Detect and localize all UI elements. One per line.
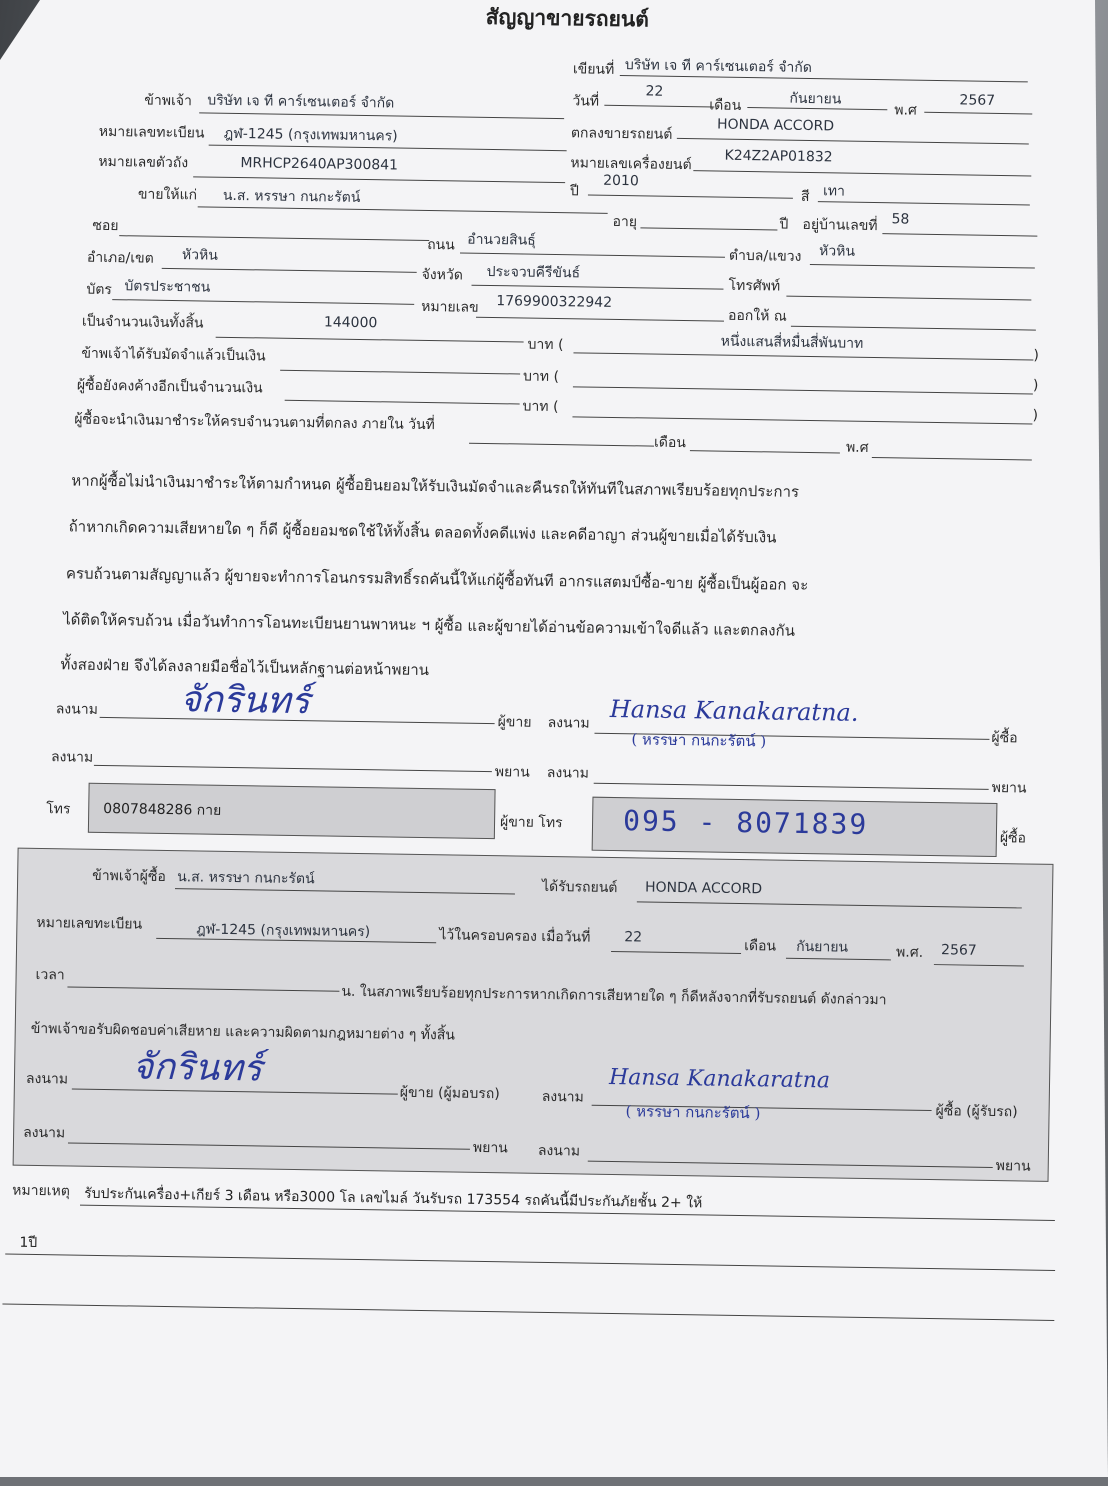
terms-line-4: ได้ติดให้ครบถ้วน เมื่อวันทำการโอนทะเบียนยานพาหนะ ฯ ผู้ซื้อ และผู้ขายได้อ่านข้อความเข้าใจดีแล้ว และตกลงกัน bbox=[63, 610, 796, 640]
note-line-3 bbox=[2, 1303, 1054, 1321]
receipt-received-label: ได้รับรถยนต์ bbox=[541, 878, 618, 897]
buyer-name-line bbox=[198, 206, 608, 213]
buyer-phone-role: ผู้ซื้อ bbox=[999, 830, 1027, 847]
terms-line-5: ทั้งสองฝ่าย จึงได้ลงลายมือชื่อไว้เป็นหลักฐานต่อหน้าพยาน bbox=[60, 655, 430, 680]
years-label: ปี bbox=[779, 216, 789, 233]
age-line bbox=[640, 227, 777, 230]
buyer-signature: Hansa Kanakaratna. bbox=[609, 694, 859, 727]
receipt-year-label: พ.ศ. bbox=[895, 944, 924, 961]
soi-label: ซอย bbox=[92, 217, 119, 235]
deposit-close-paren: ) bbox=[1032, 377, 1039, 394]
terms-line-1: หากผู้ซื้อไม่นำเงินมาชำระให้ตามกำหนด ผู้ซื้อยินยอมให้รับเงินมัดจำและคืนรถให้ทันทีในสภาพเรียบร้อยทุกประการ bbox=[71, 471, 800, 501]
total-close-paren: ) bbox=[1033, 347, 1040, 364]
document-title: สัญญาขายรถยนต์ bbox=[485, 4, 650, 32]
due-day-line bbox=[469, 443, 654, 447]
remaining-close-paren: ) bbox=[1032, 407, 1039, 424]
province-line bbox=[471, 285, 723, 290]
seller-label: ข้าพเจ้า bbox=[144, 92, 193, 110]
card-no-line bbox=[476, 317, 724, 322]
card-no-value: 1769900322942 bbox=[496, 293, 613, 311]
district-label: อำเภอ/เขต bbox=[86, 249, 154, 267]
road-line bbox=[460, 253, 725, 258]
receipt-buyer-role: ผู้ซื้อ (ผู้รับรถ) bbox=[935, 1103, 1018, 1121]
total-value: 144000 bbox=[323, 314, 378, 332]
receipt-month-label: เดือน bbox=[744, 938, 777, 955]
note-label: หมายเหตุ bbox=[12, 1182, 70, 1200]
remaining-baht-label: บาท ( bbox=[522, 398, 559, 416]
month-label: เดือน bbox=[709, 97, 742, 114]
receipt-buyer-signature: Hansa Kanakaratna bbox=[608, 1064, 831, 1094]
receipt-plate-label: หมายเลขทะเบียน bbox=[36, 914, 143, 933]
total-baht-label: บาท ( bbox=[527, 336, 564, 354]
road-value: อำนวยสินธุ์ bbox=[467, 231, 536, 249]
written-at-label: เขียนที่ bbox=[572, 61, 615, 78]
receipt-buyer-signature-thai: ( หรรษา กนกะรัตน์ ) bbox=[625, 1102, 761, 1123]
color-label: สี bbox=[800, 188, 810, 206]
receipt-seller-signature: จักรินทร์ bbox=[131, 1046, 263, 1090]
buyer-sign-label: ลงนาม bbox=[547, 714, 590, 732]
house-no: 58 bbox=[891, 211, 910, 228]
chassis-label: หมายเลขตัวถัง bbox=[98, 153, 189, 172]
house-label: อยู่บ้านเลขที่ bbox=[802, 216, 878, 235]
receipt-day: 22 bbox=[624, 929, 643, 946]
car-model: HONDA ACCORD bbox=[716, 116, 835, 135]
phone-line bbox=[786, 296, 1031, 301]
car-year-line bbox=[588, 195, 793, 199]
receipt-buyer-name: น.ส. หรรษา กนกะรัตน์ bbox=[177, 869, 315, 888]
phone-sign-label: โทร bbox=[46, 801, 71, 818]
deposit-line bbox=[280, 370, 520, 375]
car-year-label: ปี bbox=[569, 183, 580, 200]
subdistrict-line bbox=[810, 264, 1035, 269]
buyer-phone: 095 - 8071839 bbox=[622, 804, 869, 842]
buyer-role-label: ผู้ซื้อ bbox=[991, 729, 1018, 747]
receipt-plate: ฎฬ-1245 (กรุงเทพมหานคร) bbox=[196, 921, 371, 941]
province-value: ประจวบคีรีขันธ์ bbox=[486, 263, 581, 282]
due-year-label: พ.ศ bbox=[845, 439, 869, 456]
note-text: รับประกันเครื่อง+เกียร์ 3 เดือน หรือ3000 โล เลขไมล์ วันรับรถ 173554 รถคันนี้มีประกันภัยชั้น 2+ ให้ bbox=[84, 1185, 703, 1212]
due-month-label: เดือน bbox=[653, 434, 687, 452]
car-model-line bbox=[677, 138, 1029, 145]
engine-line bbox=[693, 170, 1031, 176]
deposit-label: ข้าพเจ้าได้รับมัดจำแล้วเป็นเงิน bbox=[81, 345, 266, 365]
receipt-seller-sign-label: ลงนาม bbox=[25, 1070, 69, 1088]
terms-line-3: ครบถ้วนตามสัญญาแล้ว ผู้ขายจะทำการโอนกรรมสิทธิ์รถคันนี้ให้แก่ผู้ซื้อทันที อากรแสตมป์ซื้อ-ขาย ผู้ซื้อเป็นผู้ออก จะ bbox=[65, 564, 809, 595]
due-label: ผู้ซื้อจะนำเงินมาชำระให้ครบจำนวนตามที่ตกลง ภายใน วันที่ bbox=[74, 411, 435, 434]
agree-label: ตกลงขายรถยนต์ bbox=[570, 125, 673, 143]
due-year-line bbox=[872, 457, 1032, 461]
written-at-line bbox=[620, 75, 1028, 82]
engine-label: หมายเลขเครื่องยนต์ bbox=[570, 155, 692, 174]
date-day: 22 bbox=[645, 83, 664, 100]
remaining-words-line bbox=[572, 416, 1032, 424]
receipt-seller-role: ผู้ขาย (ผู้มอบรถ) bbox=[399, 1084, 500, 1103]
buyer-name: น.ส. หรรษา กนกะรัตน์ bbox=[222, 187, 361, 206]
note-text-2: 1ปี bbox=[19, 1234, 38, 1252]
road-label: ถนน bbox=[427, 237, 455, 254]
receipt-buyer-label: ข้าพเจ้าผู้ซื้อ bbox=[92, 867, 166, 885]
deposit-baht-label: บาท ( bbox=[522, 368, 560, 386]
receipt-line-2: น. ในสภาพเรียบร้อยทุกประการหากเกิดการเสียหายใด ๆ ก็ดีหลังจากที่รับรถยนต์ ดังกล่าวมา bbox=[341, 983, 887, 1009]
deposit-words-line bbox=[573, 386, 1033, 394]
card-line bbox=[112, 299, 414, 305]
age-label: อายุ bbox=[612, 213, 638, 231]
due-month-line bbox=[690, 450, 840, 453]
engine-value: K24Z2AP01832 bbox=[724, 147, 833, 166]
receipt-panel bbox=[13, 848, 1054, 1182]
buyer-signature-thai: ( หรรษา กนกะรัตน์ ) bbox=[631, 730, 767, 751]
note-line-2 bbox=[5, 1254, 1055, 1271]
remaining-line bbox=[285, 400, 520, 405]
chassis-line bbox=[193, 176, 565, 183]
witness2-sign-label: ลงนาม bbox=[546, 764, 590, 782]
province-label: จังหวัด bbox=[421, 266, 464, 284]
house-line bbox=[882, 233, 1037, 236]
seller-signature: จักรินทร์ bbox=[179, 679, 311, 723]
sell-to-label: ขายให้แก่ bbox=[137, 186, 198, 204]
chassis-value: MRHCP2640AP300841 bbox=[240, 155, 399, 174]
receipt-witness1-role: พยาน bbox=[472, 1139, 508, 1157]
issued-label: ออกให้ ณ bbox=[727, 307, 787, 325]
witness1-role-label: พยาน bbox=[494, 764, 530, 781]
receipt-month: กันยายน bbox=[796, 938, 849, 956]
witness1-sign-label: ลงนาม bbox=[50, 749, 94, 766]
seller-name: บริษัท เจ ที คาร์เซนเตอร์ จำกัด bbox=[207, 92, 395, 112]
written-at-value: บริษัท เจ ที คาร์เซนเตอร์ จำกัด bbox=[624, 57, 813, 77]
plate-value: ฎฬ-1245 (กรุงเทพมหานคร) bbox=[223, 125, 398, 145]
card-no-label: หมายเลข bbox=[421, 298, 479, 316]
date-year-line bbox=[924, 112, 1032, 115]
issued-line bbox=[791, 326, 1036, 331]
receipt-witness2-role: พยาน bbox=[995, 1158, 1031, 1175]
district-value: หัวหิน bbox=[181, 247, 218, 264]
subdistrict-label: ตำบล/แขวง bbox=[728, 247, 802, 265]
seller-phone: 0807848286 กาย bbox=[103, 800, 222, 819]
card-label: บัตร bbox=[86, 281, 113, 299]
receipt-car: HONDA ACCORD bbox=[644, 879, 763, 898]
total-label: เป็นจำนวนเงินทั้งสิ้น bbox=[81, 313, 204, 332]
card-value: บัตรประชาชน bbox=[124, 278, 211, 296]
date-day-line bbox=[604, 105, 714, 108]
soi-line bbox=[119, 235, 429, 241]
receipt-witness2-label: ลงนาม bbox=[537, 1142, 581, 1160]
year-label: พ.ศ bbox=[894, 102, 918, 119]
phone-label: โทรศัพท์ bbox=[728, 277, 781, 295]
car-color: เทา bbox=[822, 183, 846, 200]
date-month: กันยายน bbox=[789, 90, 842, 108]
receipt-witness1-label: ลงนาม bbox=[23, 1124, 66, 1142]
seller-phone-role: ผู้ขาย โทร bbox=[499, 814, 563, 832]
total-words: หนึ่งแสนสี่หมื่นสี่พันบาท bbox=[720, 333, 864, 352]
witness1-sign-line bbox=[94, 765, 492, 772]
date-year: 2567 bbox=[959, 92, 996, 109]
total-line bbox=[216, 337, 524, 343]
remaining-label: ผู้ซื้อยังคงค้างอีกเป็นจำนวนเงิน bbox=[76, 377, 263, 397]
receipt-time-label: เวลา bbox=[35, 966, 65, 984]
seller-sign-label: ลงนาม bbox=[55, 701, 98, 718]
receipt-buyer-sign-label: ลงนาม bbox=[541, 1088, 584, 1106]
car-year: 2010 bbox=[603, 172, 639, 190]
seller-role-label: ผู้ขาย bbox=[497, 714, 532, 731]
date-label: วันที่ bbox=[572, 93, 600, 110]
district-line bbox=[162, 268, 417, 273]
witness2-sign-line bbox=[594, 783, 989, 790]
receipt-year: 2567 bbox=[940, 942, 977, 959]
terms-line-2: ถ้าหากเกิดความเสียหายใด ๆ ก็ดี ผู้ซื้อยอมชดใช้ให้ทั้งสิ้น ตลอดทั้งคดีแพ่ง และคดีอาญา ส่วนผู้ขายเมื่อได้รับเงิน bbox=[68, 517, 777, 547]
buyer-phone-box bbox=[592, 797, 998, 857]
receipt-possession-label: ไว้ในครอบครอง เมื่อวันที่ bbox=[439, 927, 591, 946]
seller-phone-box bbox=[88, 783, 496, 839]
receipt-line-3: ข้าพเจ้าขอรับผิดชอบค่าเสียหาย และความผิดตามกฎหมายต่าง ๆ ทั้งสิ้น bbox=[30, 1020, 456, 1044]
witness2-role-label: พยาน bbox=[991, 779, 1027, 797]
car-color-line bbox=[818, 201, 1030, 205]
subdistrict-value: หัวหิน bbox=[818, 243, 856, 260]
plate-label: หมายเลขทะเบียน bbox=[98, 123, 205, 142]
